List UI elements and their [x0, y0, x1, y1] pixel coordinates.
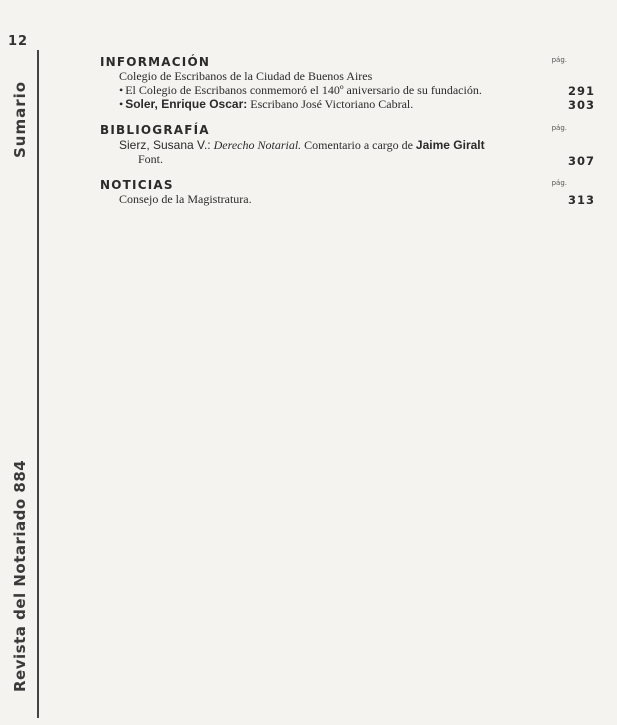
toc-entry[interactable] [100, 138, 595, 166]
pag-label: pág. [551, 56, 567, 64]
journal-vertical-label: Revista del Notariado 884 [11, 459, 29, 692]
section-intro [100, 69, 595, 83]
entry-comment: Comentario a cargo de [301, 138, 416, 152]
pag-label: pág. [551, 124, 567, 132]
entry-work-title: Derecho Notarial. [213, 138, 302, 152]
section-informacion [100, 53, 595, 111]
section-title: INFORMACIÓN [100, 55, 211, 69]
bullet-icon: • [119, 97, 124, 111]
bullet-icon: • [119, 83, 124, 97]
entry-reviewer: Jaime Giralt [415, 138, 485, 152]
entry-author: Soler, Enrique Oscar: [125, 97, 248, 111]
toc-entry[interactable] [100, 97, 595, 111]
entry-page-number: 307 [567, 154, 595, 168]
page-number: 12 [8, 34, 29, 49]
section-title: NOTICIAS [100, 178, 174, 192]
section-title: BIBLIOGRAFÍA [100, 123, 210, 137]
entry-reviewer-cont: Font. [138, 152, 164, 166]
section-bibliografia [100, 121, 595, 166]
entry-page-number: 291 [567, 84, 595, 98]
toc-entry[interactable] [100, 83, 595, 97]
entry-text: Consejo de la Magistratura. [119, 192, 252, 206]
section-noticias [100, 176, 595, 206]
entry-text: Escribano José Victoriano Cabral. [247, 97, 414, 111]
table-of-contents [100, 53, 595, 216]
entry-page-number: 303 [567, 98, 595, 112]
toc-entry[interactable] [100, 192, 595, 206]
pag-label: pág. [551, 179, 567, 187]
entry-text: El Colegio de Escribanos conmemoró el 140º aniversario de su fundación. [125, 83, 482, 97]
side-divider [37, 50, 39, 718]
entry-author: Sierz, Susana V.: [119, 138, 211, 152]
entry-page-number: 313 [567, 193, 595, 207]
intro-text: Colegio de Escribanos de la Ciudad de Buenos Aires [119, 69, 373, 83]
sumario-vertical-label: Sumario [11, 80, 29, 158]
